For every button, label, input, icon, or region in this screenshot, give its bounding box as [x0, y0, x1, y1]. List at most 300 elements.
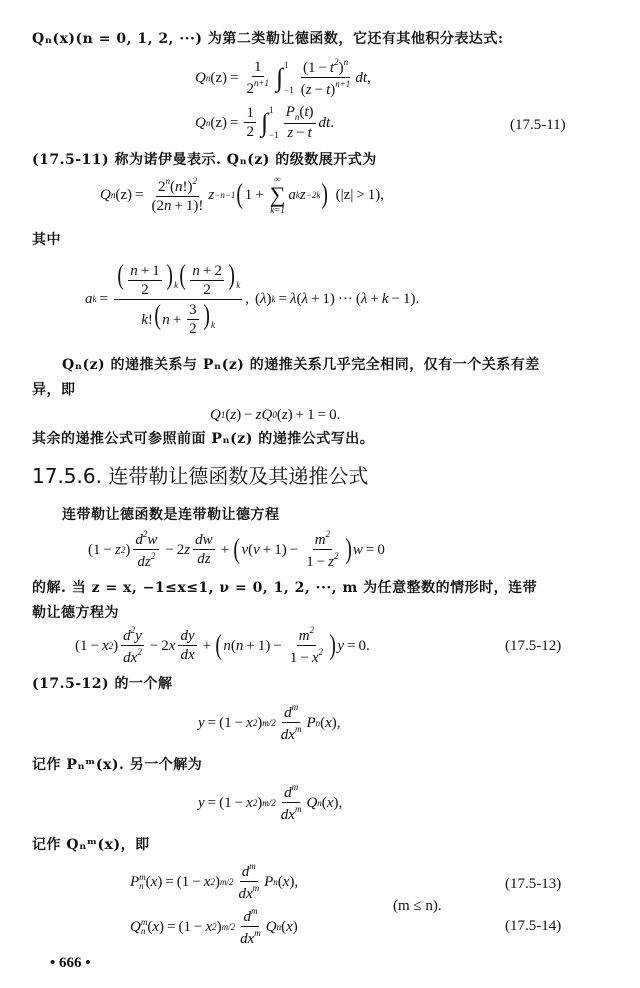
math-superscript: n [165, 175, 170, 186]
fraction-numerator [128, 264, 161, 281]
math-subscript: n [205, 72, 211, 83]
math-variable: dz [197, 551, 211, 567]
math-variable: dt [355, 69, 367, 86]
math-variable: P [285, 104, 295, 120]
math-superscript: 2 [150, 551, 156, 561]
fraction-numerator [284, 105, 316, 124]
math-variable: z [230, 407, 237, 423]
math-text: ), [331, 714, 341, 731]
math-superscript: m [252, 883, 260, 893]
math-fraction [304, 530, 340, 570]
math-text: ( [299, 104, 305, 120]
sigma-icon: ∑ [269, 182, 286, 207]
math-variable: z [208, 186, 215, 203]
math-text: 1 [254, 58, 262, 75]
math-variable: dw [195, 532, 213, 548]
math-text: − [293, 125, 308, 141]
math-text: ( [248, 541, 254, 558]
fraction-numerator [133, 530, 159, 550]
math-big-paren: ) [203, 299, 210, 331]
math-text: ) [330, 82, 336, 98]
math-variable: dx [280, 807, 295, 823]
fraction-denominator [304, 550, 340, 570]
math-big-paren: ( [233, 534, 241, 565]
fraction-numerator [282, 783, 300, 803]
math-text: − 1). [388, 291, 420, 308]
math-variable: t [329, 60, 335, 76]
math-variable: k [141, 311, 148, 328]
equation-q-integral-1 [195, 58, 371, 98]
lower-limit: −1 [284, 85, 294, 95]
math-superscript: −n−1 [214, 189, 236, 200]
math-superscript: m [139, 872, 146, 882]
text-line: (17.5-12) 的一个解 [32, 676, 173, 692]
math-variable: t [304, 104, 309, 120]
math-text: 2 [246, 80, 254, 97]
math-subscript: n [276, 921, 282, 932]
math-superscript: m/2 [262, 717, 276, 728]
math-variable: P [306, 714, 316, 731]
math-variable: n [192, 262, 200, 279]
math-text: = [96, 291, 111, 308]
math-superscript: 2 [130, 625, 136, 635]
integral-icon: ∫ [276, 63, 284, 92]
math-variable: Q [130, 918, 141, 935]
equation-solution-p [198, 703, 341, 743]
math-text: (|z| > 1), [329, 186, 385, 203]
fraction-numerator [313, 530, 332, 550]
math-subscript: n [315, 717, 321, 728]
math-superscript: 2 [334, 57, 339, 67]
math-text: + 1 [137, 262, 160, 279]
math-big-paren: ) [321, 179, 329, 210]
math-text: 2 [246, 124, 254, 140]
math-text: !) [182, 178, 193, 195]
math-subscript: n [294, 112, 300, 122]
equation-q-recurrence [210, 408, 340, 423]
text-line: 的解. 当 z = x, −1≤x≤1, ν = 0, 1, 2, ···, m 为任意整数的情形时，连带 [32, 580, 538, 596]
upper-limit: 1 [269, 105, 274, 115]
math-fraction [121, 626, 144, 666]
math-superscript: m [254, 928, 261, 938]
math-subscript: k [174, 280, 179, 290]
section-heading: 17.5.6. 连带勒让德函数及其递推公式 [32, 464, 369, 488]
equation-associated-legendre-w [88, 530, 385, 570]
upper-limit: ∞ [274, 174, 281, 184]
fraction-denominator [121, 646, 144, 666]
math-variable: z [281, 407, 288, 423]
math-text: ) [266, 291, 272, 308]
math-variable: P [130, 873, 140, 890]
math-subscript: n [140, 926, 146, 936]
math-text: 1 − [306, 554, 329, 570]
math-text: ), [289, 873, 299, 890]
integral-sign [276, 61, 294, 95]
fraction-denominator [244, 77, 271, 97]
math-text: ( [320, 714, 326, 731]
fraction-numerator [114, 262, 242, 300]
math-superscript: n [343, 57, 349, 67]
math-fraction [178, 629, 196, 663]
math-variable: ν [241, 541, 249, 558]
math-text: ( [281, 918, 287, 935]
math-variable: x [150, 873, 158, 890]
math-variable: y [198, 794, 205, 811]
math-variable: x [168, 637, 176, 654]
math-text: ) − [236, 407, 256, 423]
math-text: = [275, 291, 290, 308]
fraction-numerator [187, 303, 199, 320]
math-superscript: m [294, 804, 302, 814]
math-text: − [311, 82, 327, 98]
math-variable: Q [210, 407, 221, 423]
math-subscript: 0 [272, 410, 277, 420]
math-variable: ν [253, 541, 260, 558]
math-subscript: k [210, 319, 215, 330]
math-fraction [114, 262, 242, 337]
math-text: 3 [189, 302, 197, 319]
math-variable: Q [195, 114, 206, 131]
fraction-denominator [279, 803, 304, 823]
math-subscript: n [273, 876, 278, 887]
math-text: (1 − [75, 637, 102, 654]
math-superscript: m/2 [262, 797, 276, 808]
text-line: 异，即 [32, 382, 76, 398]
math-text: + 1) ··· ( [307, 291, 361, 308]
math-superscript: 2 [325, 529, 331, 539]
math-text: 2 [203, 281, 211, 298]
math-fraction [187, 303, 199, 337]
math-superscript: −2k [305, 189, 321, 200]
math-text: ( [300, 82, 306, 98]
math-variable: t [326, 82, 331, 98]
fraction-numerator [193, 533, 215, 550]
math-variable: m [298, 628, 310, 644]
math-text: ) [308, 104, 314, 120]
math-variable: y [135, 628, 142, 644]
math-superscript: n+1 [335, 79, 351, 89]
math-variable: dt [318, 114, 331, 131]
math-superscript: 2 [252, 797, 258, 808]
math-text: − 2 [162, 541, 185, 558]
math-superscript: n+1 [253, 77, 270, 88]
math-variable: z [299, 186, 306, 203]
math-variable: Q [265, 918, 277, 935]
math-superscript: m/2 [221, 921, 236, 932]
math-superscript: 2 [318, 647, 323, 657]
math-fraction [236, 862, 261, 902]
math-subscript: k [92, 294, 97, 305]
math-text: ) [257, 714, 263, 731]
fraction-numerator [190, 264, 223, 281]
math-fraction [299, 58, 353, 98]
fraction-numerator [252, 60, 264, 77]
math-text: = 0 [362, 541, 385, 558]
math-text: + [199, 637, 215, 654]
fraction-numerator [241, 907, 259, 927]
math-text: (2 [151, 197, 164, 214]
math-big-paren: ( [215, 630, 223, 661]
math-superscript: 2 [192, 175, 197, 186]
math-fraction [244, 60, 271, 97]
math-text: ) [257, 794, 263, 811]
fraction-denominator [244, 123, 256, 140]
math-variable: x [205, 918, 213, 935]
math-subscript: k [236, 280, 241, 290]
text-line: Qₙ(z) 的递推关系与 Pₙ(z) 的递推关系几乎完全相同，仅有一个关系有差 [62, 357, 540, 373]
math-big-paren: ( [154, 299, 161, 331]
equation-def-q [130, 907, 298, 947]
math-variable: dx [123, 650, 138, 666]
math-text: ( [276, 407, 282, 423]
math-text: + 1) − [243, 637, 285, 654]
math-text: ), [333, 794, 343, 811]
math-subscript: n [110, 189, 116, 200]
math-text: (z) = [210, 69, 242, 86]
math-variable: y [198, 714, 205, 731]
math-variable: x [101, 637, 109, 654]
math-superscript: 2 [137, 647, 142, 657]
equation-a-k [85, 262, 419, 337]
fraction-denominator [285, 124, 313, 141]
equation-solution-q [198, 783, 342, 823]
math-variable: z [328, 554, 335, 570]
math-variable: x [246, 794, 253, 811]
math-variable: a [288, 186, 296, 203]
fraction-numerator [297, 626, 316, 646]
math-text: + 2 [199, 262, 222, 279]
math-superscript: 2 [108, 640, 114, 651]
math-text: = 0. [344, 637, 370, 654]
math-fraction [279, 783, 304, 823]
math-text: ( [230, 637, 236, 654]
page-number: • 666 • [50, 955, 91, 971]
fraction-denominator [149, 197, 205, 214]
math-variable: zQ [255, 407, 273, 423]
math-variable: dz [137, 554, 151, 570]
math-variable: Q [195, 69, 206, 86]
math-variable: x [282, 873, 290, 890]
math-variable: n [223, 637, 231, 654]
math-variable: n [130, 262, 138, 279]
math-fraction [190, 264, 223, 298]
math-variable: λ [259, 291, 267, 308]
text-line: (17.5-11) 称为诺伊曼表示. Qₙ(z) 的级数展开式为 [32, 152, 377, 168]
fraction-denominator [238, 927, 263, 947]
math-text: ) [338, 60, 344, 76]
math-subscript: n [317, 797, 322, 808]
math-superscript: 2 [334, 551, 339, 561]
math-variable: x [152, 918, 160, 935]
math-variable: y [337, 637, 344, 654]
math-fraction [149, 177, 205, 214]
math-variable: k [381, 291, 389, 308]
math-text: , ( [245, 291, 260, 308]
math-text: ) [292, 918, 298, 935]
math-variable: Q [306, 794, 318, 811]
math-text: + [367, 291, 382, 308]
math-text: ) = (1 − [159, 918, 206, 935]
text-line: 勒让德方程为 [32, 605, 119, 621]
fraction-numerator [156, 177, 199, 197]
math-text: 1 [246, 105, 254, 121]
fraction-numerator [301, 58, 350, 78]
equation-associated-legendre-y [75, 626, 370, 666]
text-line: 记作 Qₙᵐ(x)，即 [32, 837, 150, 853]
math-text: + 1)! [171, 197, 204, 214]
math-variable: λ [360, 291, 368, 308]
math-text: = (1 − [204, 794, 247, 811]
math-big-paren: ( [117, 260, 124, 291]
math-text: ) [216, 918, 222, 935]
math-variable: dy [180, 628, 195, 644]
math-subscript: k [295, 189, 300, 200]
summation-sign [270, 175, 286, 215]
math-text: ( [169, 178, 175, 195]
math-variable: d [135, 532, 143, 548]
text-line: Qₙ(x)(n = 0, 1, 2, ···) 为第二类勒让德函数，它还有其他积分表达式: [32, 31, 504, 47]
math-superscript: 2 [120, 544, 126, 555]
math-variable: n [162, 311, 170, 328]
fraction-denominator [195, 550, 212, 567]
math-superscript: 2 [142, 529, 148, 539]
math-text: 1 + [244, 186, 267, 203]
upper-limit: 1 [284, 60, 289, 70]
math-text: ( [145, 873, 151, 890]
math-fraction [193, 533, 215, 567]
math-text: ( [147, 918, 153, 935]
math-fraction [288, 626, 325, 666]
math-text: ) [214, 873, 220, 890]
math-superscript: m [291, 782, 299, 792]
equation-q-series [100, 175, 384, 215]
math-fraction [284, 105, 316, 141]
text-line: 连带勒让德函数是连带勒让德方程 [62, 507, 280, 523]
lower-limit: −1 [269, 130, 279, 140]
math-variable: z [287, 125, 294, 141]
equation-number: (17.5-12) [505, 638, 562, 654]
text-line: 其余的递推公式可参照前面 Pₙ(z) 的递推公式写出。 [32, 431, 375, 447]
math-text: ( [225, 407, 231, 423]
math-text: ) [125, 541, 131, 558]
math-text: , [366, 69, 371, 86]
fraction-denominator [236, 882, 261, 902]
math-superscript: m [291, 702, 299, 712]
equation-condition: (m ≤ n). [393, 898, 442, 914]
math-variable: λ [301, 291, 308, 308]
math-variable: d [284, 785, 292, 801]
fraction-denominator [299, 78, 353, 98]
math-text: 2 [141, 281, 149, 298]
equation-number: (17.5-14) [505, 918, 562, 934]
fraction-denominator [187, 320, 199, 337]
math-text: (1 − [302, 60, 330, 76]
math-variable: x [246, 714, 253, 731]
equation-q-integral-2 [195, 105, 334, 141]
math-variable: d [284, 705, 292, 721]
math-variable: z [114, 541, 121, 558]
fraction-numerator [178, 629, 196, 646]
math-big-paren: ) [166, 260, 173, 291]
math-variable: dx [280, 727, 295, 743]
text-line: 其中 [32, 232, 61, 248]
math-text: 1 − [289, 650, 312, 666]
text-line: 记作 Pₙᵐ(x). 另一个解为 [32, 757, 203, 773]
math-variable: n [235, 637, 244, 654]
math-big-paren: ( [236, 179, 244, 210]
fraction-numerator [240, 862, 258, 882]
math-text: ) = (1 − [157, 873, 204, 890]
math-variable: x [286, 918, 293, 935]
math-superscript: m [250, 906, 258, 916]
math-variable: m [314, 532, 326, 548]
math-variable: z [305, 82, 312, 98]
fraction-denominator [279, 723, 304, 743]
math-variable: x [311, 650, 319, 666]
math-text: ) + 1 = 0. [287, 407, 341, 423]
math-text: ) [113, 637, 119, 654]
math-fraction [279, 703, 304, 743]
math-variable: dx [180, 647, 195, 663]
fraction-denominator [201, 281, 213, 298]
math-variable: w [352, 541, 363, 558]
fraction-denominator [139, 300, 217, 338]
math-big-paren: ) [344, 534, 352, 565]
integral-limits [269, 106, 279, 140]
fraction-denominator [288, 646, 325, 666]
fraction-denominator [135, 550, 157, 570]
integral-sign [261, 106, 279, 140]
math-variable: w [147, 532, 158, 548]
fraction-numerator [121, 626, 144, 646]
math-superscript: 2 [210, 876, 215, 887]
equation-def-p [130, 862, 298, 902]
fraction-denominator [178, 646, 196, 663]
math-big-paren: ( [179, 260, 187, 291]
math-text: ! [147, 311, 153, 328]
math-fraction [238, 907, 263, 947]
math-superscript: 2 [309, 625, 315, 635]
math-variable: x [203, 873, 211, 890]
integral-icon: ∫ [260, 108, 269, 137]
math-variable: λ [289, 291, 297, 308]
math-variable: a [85, 291, 93, 308]
math-variable: x [325, 714, 332, 731]
math-superscript: m [249, 861, 256, 871]
math-variable: Q [100, 186, 111, 203]
math-fraction [244, 106, 256, 140]
fraction-denominator [139, 281, 151, 298]
math-variable: P [264, 873, 274, 890]
math-variable: d [241, 864, 250, 880]
integral-limits [284, 61, 294, 95]
lower-limit: k=1 [270, 205, 285, 215]
math-variable: z [184, 541, 191, 558]
math-text: ( [296, 291, 302, 308]
math-big-paren: ) [329, 630, 336, 661]
math-big-paren: ) [228, 260, 235, 291]
math-text: + [217, 541, 233, 558]
math-text: (1 − [88, 541, 115, 558]
math-variable: dx [238, 886, 253, 902]
math-superscript: m [140, 917, 148, 927]
math-fraction [128, 264, 161, 298]
math-variable: x [326, 794, 334, 811]
math-text: + 1) − [259, 541, 302, 558]
math-text: + [169, 311, 185, 328]
fraction-numerator [244, 106, 256, 123]
math-text: − 2 [146, 637, 169, 654]
